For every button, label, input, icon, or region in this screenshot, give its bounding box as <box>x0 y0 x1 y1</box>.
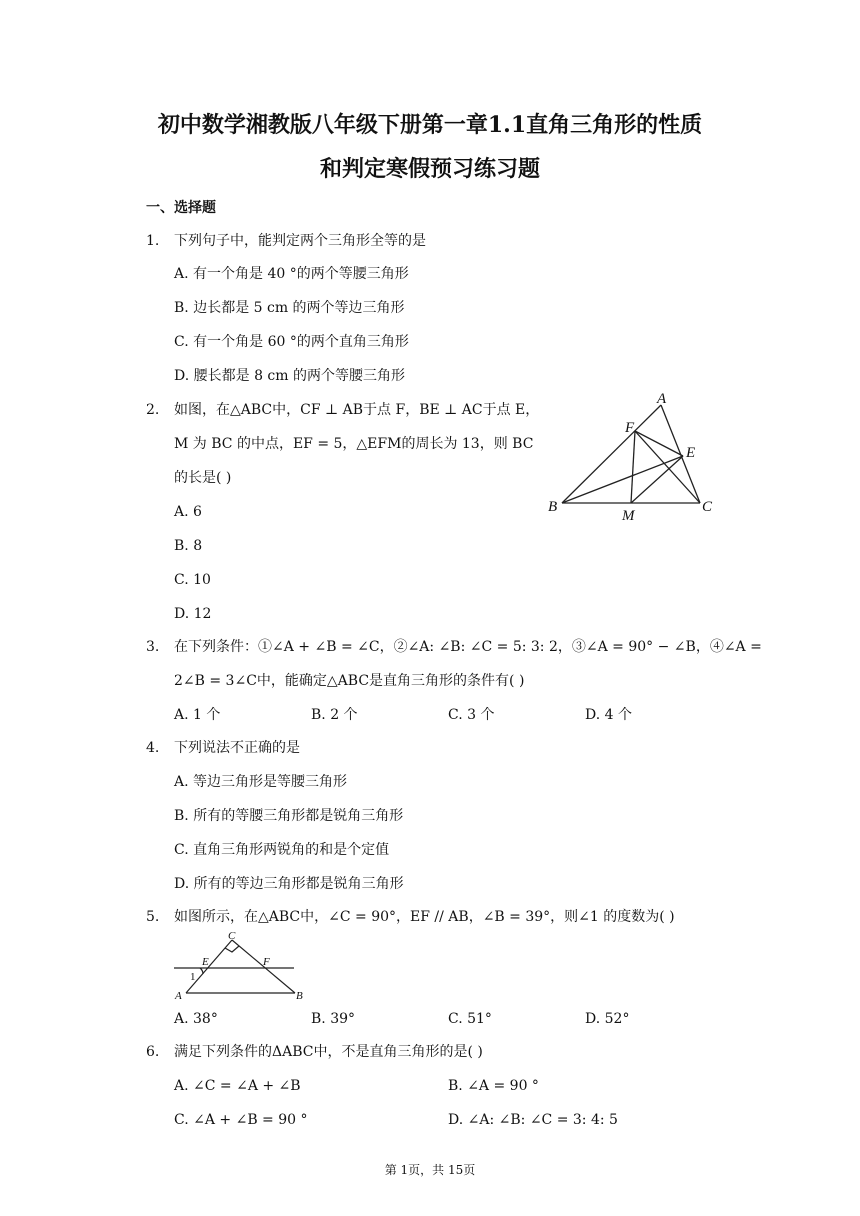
page-footer: 第 1页，共 15页 <box>384 1163 476 1177</box>
q3-number: 3. <box>146 639 160 655</box>
q2-option-b: B. 8 <box>174 538 203 554</box>
q5-triangle-figure <box>170 930 310 1004</box>
q1-number: 1. <box>146 233 160 249</box>
q5-option-d: D. 52° <box>585 1011 630 1027</box>
q1-option-d: D. 腰长都是 8 cm 的两个等腰三角形 <box>174 368 405 384</box>
q1-option-a: A. 有一个角是 40 °的两个等腰三角形 <box>174 266 409 282</box>
q5-label-c: C <box>228 930 236 942</box>
q2-number: 2. <box>146 402 160 418</box>
q3-stem-line-2: 2∠B = 3∠C中，能确定△ABC是直角三角形的条件有( ) <box>174 673 525 689</box>
q2-triangle-figure <box>540 385 725 525</box>
document-title-line-2: 和判定寒假预习练习题 <box>319 156 540 182</box>
q2-stem-line-2: M 为 BC 的中点，EF = 5，△EFM的周长为 13，则 BC <box>174 436 534 452</box>
q3-option-d: D. 4 个 <box>585 707 632 723</box>
q1-option-c: C. 有一个角是 60 °的两个直角三角形 <box>174 334 409 350</box>
q5-option-c: C. 51° <box>448 1011 492 1027</box>
q2-label-f: F <box>625 420 635 436</box>
q2-stem-line-1: 如图，在△ABC中，CF ⊥ AB于点 F，BE ⊥ AC于点 E， <box>174 402 540 418</box>
q5-option-a: A. 38° <box>174 1011 218 1027</box>
q1-option-b: B. 边长都是 5 cm 的两个等边三角形 <box>174 300 405 316</box>
q6-stem: 满足下列条件的ΔABC中，不是直角三角形的是( ) <box>174 1044 483 1060</box>
q4-stem: 下列说法不正确的是 <box>174 740 300 756</box>
q1-stem: 下列句子中，能判定两个三角形全等的是 <box>174 233 426 249</box>
q5-label-f: F <box>263 956 270 968</box>
section-heading: 一、选择题 <box>146 200 216 216</box>
q6-option-d: D. ∠A: ∠B: ∠C = 3: 4: 5 <box>448 1112 618 1128</box>
q6-option-c: C. ∠A + ∠B = 90 ° <box>174 1112 308 1128</box>
q3-option-b: B. 2 个 <box>311 707 358 723</box>
q3-option-a: A. 1 个 <box>174 707 221 723</box>
q6-option-b: B. ∠A = 90 ° <box>448 1078 539 1094</box>
q2-label-m: M <box>622 508 635 524</box>
q2-option-c: C. 10 <box>174 572 211 588</box>
q4-option-b: B. 所有的等腰三角形都是锐角三角形 <box>174 808 404 824</box>
q2-label-c: C <box>702 499 713 515</box>
q2-stem-line-3: 的长是( ) <box>174 470 232 486</box>
q4-option-c: C. 直角三角形两锐角的和是个定值 <box>174 842 390 858</box>
q5-label-b: B <box>296 990 303 1002</box>
q2-label-a: A <box>657 391 667 407</box>
q2-option-d: D. 12 <box>174 606 212 622</box>
q3-option-c: C. 3 个 <box>448 707 495 723</box>
q6-option-a: A. ∠C = ∠A + ∠B <box>174 1078 301 1094</box>
q4-number: 4. <box>146 740 160 756</box>
q5-label-e: E <box>202 956 209 968</box>
q4-option-d: D. 所有的等边三角形都是锐角三角形 <box>174 876 404 892</box>
q5-option-b: B. 39° <box>311 1011 356 1027</box>
q5-stem: 如图所示，在△ABC中，∠C = 90°，EF // AB，∠B = 39°，则∠1 的度数为( ) <box>174 909 675 925</box>
q2-label-e: E <box>686 445 696 461</box>
q4-option-a: A. 等边三角形是等腰三角形 <box>174 774 348 790</box>
q2-option-a: A. 6 <box>174 504 202 520</box>
document-title-line-1: 初中数学湘教版八年级下册第一章1.1直角三角形的性质 <box>157 112 703 138</box>
q2-label-b: B <box>548 499 558 515</box>
q6-number: 6. <box>146 1044 160 1060</box>
q5-number: 5. <box>146 909 160 925</box>
q5-label-1: 1 <box>190 971 196 983</box>
q5-label-a: A <box>175 990 182 1002</box>
q3-stem-line-1: 在下列条件：①∠A + ∠B = ∠C，②∠A: ∠B: ∠C = 5: 3: 2，③∠A = 90° − ∠B，④∠A = <box>174 639 762 655</box>
